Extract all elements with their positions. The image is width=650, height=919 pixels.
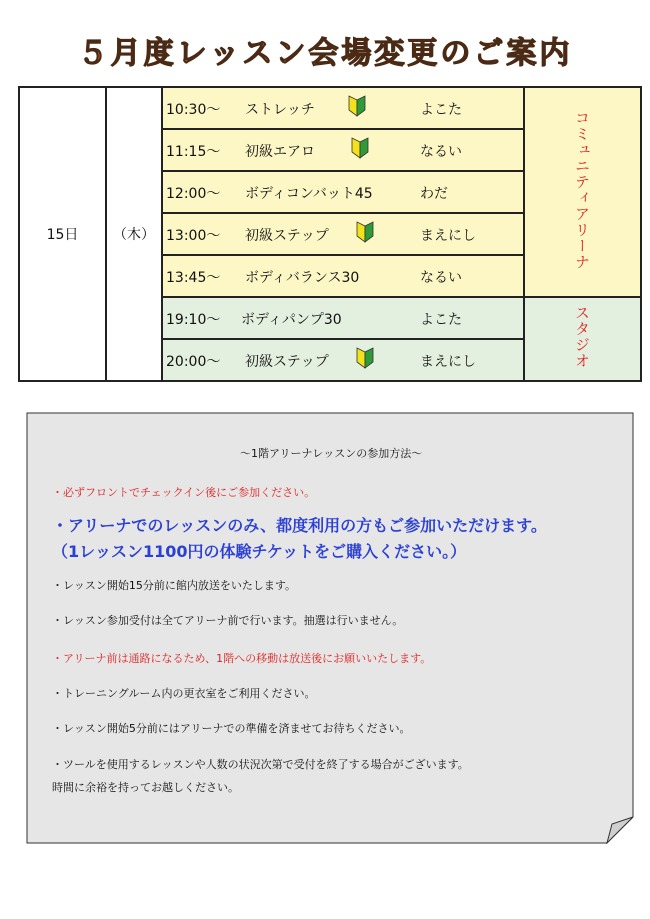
notice-line: ・トレーニングルーム内の更衣室をご利用ください。: [52, 687, 316, 700]
venue-arena: [524, 87, 641, 297]
beginner-mark-icon: [351, 137, 369, 159]
lesson-time: 13:00～: [166, 228, 221, 244]
lesson-row: [162, 255, 524, 297]
notice-line: 時間に余裕を持ってお越しください。: [52, 781, 239, 794]
lesson-name: ボディコンバット45: [245, 186, 373, 202]
notice-heading: ～1階アリーナレッスンの参加方法～: [240, 447, 423, 460]
lesson-row: [162, 213, 524, 255]
venue-studio: [524, 297, 641, 381]
lesson-time: 20:00～: [166, 354, 221, 370]
lesson-time: 11:15～: [166, 144, 221, 160]
lesson-name: 初級ステップ: [245, 228, 329, 244]
beginner-mark-icon: [348, 95, 366, 117]
lesson-time: 19:10～: [166, 312, 221, 328]
lesson-name: ストレッチ: [245, 102, 315, 118]
lesson-name: ボディバランス30: [245, 270, 360, 286]
beginner-mark-icon: [356, 347, 374, 369]
notice-box: [26, 412, 634, 844]
lesson-time: 10:30～: [166, 102, 221, 118]
lesson-instructor: まえにし: [420, 354, 476, 370]
lesson-time: 13:45～: [166, 270, 221, 286]
notice-line: ・アリーナ前は通路になるため、1階への移動は放送後にお願いいたします。: [52, 652, 432, 665]
lesson-row: [162, 339, 524, 381]
lesson-row: [162, 87, 524, 129]
lesson-row: [162, 171, 524, 213]
lesson-row: [162, 297, 524, 339]
lesson-instructor: なるい: [420, 270, 462, 286]
lesson-instructor: よこた: [420, 102, 462, 118]
lesson-time: 12:00～: [166, 186, 221, 202]
lesson-name: ボディパンプ30: [241, 312, 342, 328]
lesson-instructor: よこた: [420, 312, 462, 328]
notice-line-highlight: ・アリーナでのレッスンのみ、都度利用の方もご参加いただけます。: [52, 516, 547, 535]
notice-line-highlight: （1レッスン1100円の体験チケットをご購入ください。）: [52, 542, 467, 561]
weekday-cell: （木）: [106, 87, 162, 381]
notice-line: ・レッスン開始5分前にはアリーナでの準備を済ませてお待ちください。: [52, 722, 411, 735]
notice-line: ・必ずフロントでチェックイン後にご参加ください。: [52, 486, 316, 499]
lesson-row: [162, 129, 524, 171]
date-cell: 15日: [19, 87, 106, 381]
lesson-instructor: なるい: [420, 144, 462, 160]
notice-line: ・ツールを使用するレッスンや人数の状況次第で受付を終了する場合がございます。: [52, 758, 469, 771]
notice-line: ・レッスン参加受付は全てアリーナ前で行います。抽選は行いません。: [52, 614, 404, 627]
notice-line: ・レッスン開始15分前に館内放送をいたします。: [52, 579, 297, 592]
venue-studio-label: スタジオ: [573, 305, 591, 369]
lesson-instructor: わだ: [420, 186, 448, 202]
lesson-instructor: まえにし: [420, 228, 476, 244]
page-title: ５月度レッスン会場変更のご案内: [77, 36, 573, 71]
venue-arena-label: コミュニティアリーナ: [573, 110, 591, 270]
beginner-mark-icon: [356, 221, 374, 243]
lesson-name: 初級ステップ: [245, 354, 329, 370]
lesson-name: 初級エアロ: [245, 144, 315, 160]
lesson-schedule-table: [18, 86, 642, 382]
